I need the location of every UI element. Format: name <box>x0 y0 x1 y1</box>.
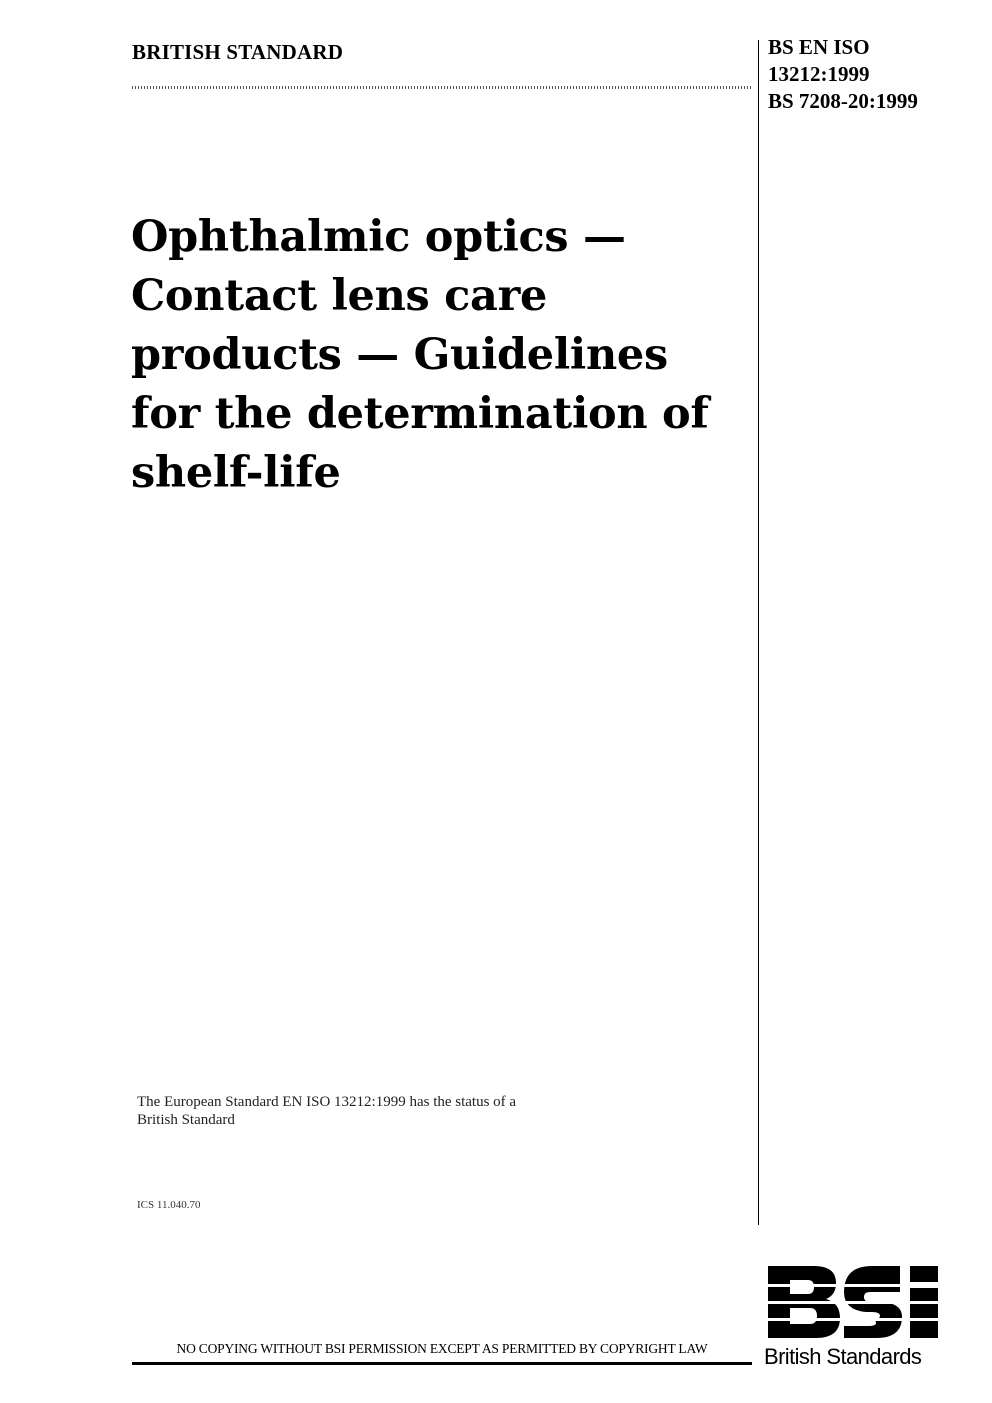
status-note-line: The European Standard EN ISO 13212:1999 has the status of a <box>137 1094 517 1110</box>
bsi-logo-caption: British Standards <box>764 1344 922 1369</box>
copyright-rule <box>132 1362 752 1365</box>
standard-type-label: BRITISH STANDARD <box>132 40 344 64</box>
document-numbers <box>768 34 918 115</box>
document-title <box>131 208 751 503</box>
header-dotted-rule <box>132 86 753 89</box>
ics-code: ICS 11.040.70 <box>137 1199 201 1211</box>
title-line: for the determination of <box>131 389 709 439</box>
copyright-notice: NO COPYING WITHOUT BSI PERMISSION EXCEPT AS PERMITTED BY COPYRIGHT LAW <box>176 1341 708 1356</box>
status-note <box>137 1093 597 1129</box>
title-line: shelf-life <box>131 448 341 498</box>
status-note-line: British Standard <box>137 1112 235 1128</box>
document-number-line: 13212:1999 <box>768 62 870 86</box>
bsi-logo-mark <box>764 1262 944 1342</box>
title-line: Ophthalmic optics — <box>131 212 626 262</box>
document-number-line: BS 7208-20:1999 <box>768 89 918 113</box>
bsi-logo <box>764 1262 944 1372</box>
document-number-line: BS EN ISO <box>768 35 870 59</box>
column-divider <box>758 40 759 1225</box>
title-line: products — Guidelines <box>131 330 668 380</box>
title-line: Contact lens care <box>131 271 547 321</box>
